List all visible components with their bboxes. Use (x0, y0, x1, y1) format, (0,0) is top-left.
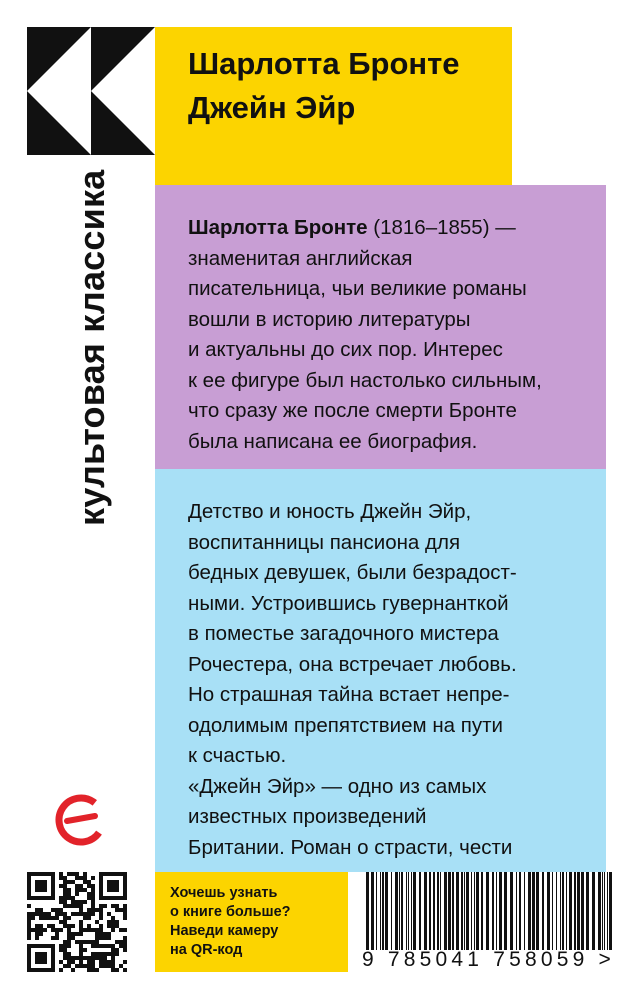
about-author-line: была написана ее биография. (188, 429, 478, 453)
publisher-chevron-logo-icon (27, 27, 155, 155)
about-author-line: знаменитая английская (188, 246, 413, 270)
about-author-text (188, 213, 542, 457)
synopsis-line: Британии. Роман о страсти, чести (188, 835, 513, 859)
about-author-line: Шарлотта Бронте (1816–1855) — (188, 216, 516, 239)
author-name: Шарлотта Бронте (188, 46, 460, 81)
qr-code-icon (27, 872, 127, 972)
book-title: Джейн Эйр (188, 90, 356, 125)
about-author-line: что сразу же после смерти Бронте (188, 399, 517, 422)
qr-prompt-line: Хочешь узнать (170, 885, 278, 901)
eksmo-logo-icon (53, 792, 109, 848)
synopsis-line: ными. Устроившись гувернанткой (188, 591, 509, 615)
about-author-line: писательница, чьи великие романы (188, 277, 527, 300)
synopsis-line: бедных девушек, были безрадост- (188, 561, 517, 584)
qr-prompt-line: о книге больше? (170, 904, 291, 920)
synopsis-line: Но страшная тайна встает непре- (188, 683, 510, 706)
synopsis-line: известных произведений (188, 805, 427, 828)
about-author-line: вошли в историю литературы (188, 307, 471, 331)
about-author-block (155, 185, 606, 469)
title-block (155, 27, 512, 185)
synopsis-line: одолимым препятствием на пути (188, 713, 503, 737)
synopsis-line: Детство и юность Джейн Эйр, (188, 500, 472, 523)
synopsis-line: в поместье загадочного мистера (188, 622, 499, 645)
qr-prompt-line: на QR-код (170, 942, 243, 958)
about-author-name: Шарлотта Бронте (188, 216, 368, 239)
about-author-line: и актуальны до сих пор. Интерес (188, 338, 503, 361)
qr-prompt-block (155, 872, 348, 972)
about-author-line: к ее фигуре был настолько сильным, (188, 368, 542, 392)
synopsis-line: воспитанницы пансиона для (188, 530, 461, 554)
synopsis-text (188, 497, 517, 894)
synopsis-line: к счастью. (188, 744, 287, 767)
qr-prompt-text (170, 884, 291, 960)
synopsis-line: Рочестера, она встречает любовь. (188, 652, 517, 676)
synopsis-block (155, 469, 606, 872)
isbn-number: 9 785041 758059 > (362, 948, 615, 971)
barcode-icon (362, 872, 617, 950)
qr-prompt-line: Наведи камеру (170, 923, 279, 939)
synopsis-line: «Джейн Эйр» — одно из самых (188, 774, 487, 798)
series-name: культовая классика (71, 169, 112, 526)
